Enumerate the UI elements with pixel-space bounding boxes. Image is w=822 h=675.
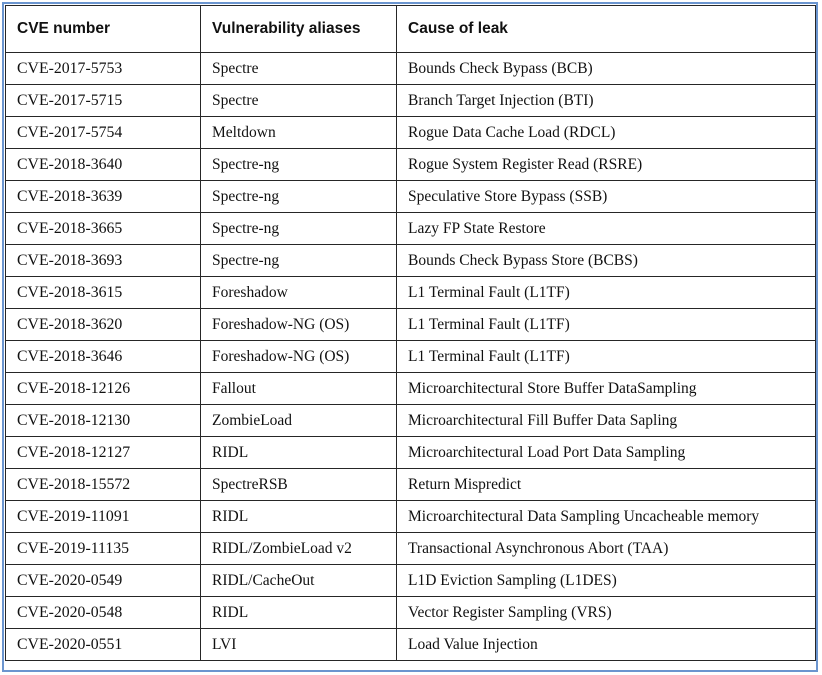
table-row [6, 629, 816, 661]
cause-cell: Bounds Check Bypass (BCB) [397, 53, 816, 85]
cve-number-cell: CVE-2017-5754 [6, 117, 201, 149]
cve-number-cell: CVE-2018-3639 [6, 181, 201, 213]
alias-cell: Spectre-ng [201, 213, 397, 245]
table-frame [2, 2, 818, 672]
header-cve-number: CVE number [6, 6, 201, 53]
table-row [6, 309, 816, 341]
table-row [6, 469, 816, 501]
table-row [6, 341, 816, 373]
cve-number-cell: CVE-2017-5715 [6, 85, 201, 117]
alias-cell: Foreshadow [201, 277, 397, 309]
table-row [6, 245, 816, 277]
cause-cell: Lazy FP State Restore [397, 213, 816, 245]
alias-cell: LVI [201, 629, 397, 661]
cause-cell: Microarchitectural Fill Buffer Data Sapling [397, 405, 816, 437]
table-row [6, 181, 816, 213]
header-row [6, 6, 816, 53]
table-body [6, 53, 816, 661]
alias-cell: Meltdown [201, 117, 397, 149]
cause-cell: Vector Register Sampling (VRS) [397, 597, 816, 629]
alias-cell: Foreshadow-NG (OS) [201, 309, 397, 341]
cause-cell: Microarchitectural Data Sampling Uncacheable memory [397, 501, 816, 533]
cve-number-cell: CVE-2018-3646 [6, 341, 201, 373]
table-row [6, 373, 816, 405]
cve-number-cell: CVE-2018-12130 [6, 405, 201, 437]
cause-cell: Rogue System Register Read (RSRE) [397, 149, 816, 181]
cve-number-cell: CVE-2020-0551 [6, 629, 201, 661]
cve-number-cell: CVE-2018-3640 [6, 149, 201, 181]
cve-number-cell: CVE-2018-3620 [6, 309, 201, 341]
cve-number-cell: CVE-2019-11091 [6, 501, 201, 533]
alias-cell: RIDL [201, 597, 397, 629]
cause-cell: L1 Terminal Fault (L1TF) [397, 309, 816, 341]
cve-number-cell: CVE-2018-3693 [6, 245, 201, 277]
alias-cell: RIDL/CacheOut [201, 565, 397, 597]
alias-cell: RIDL [201, 501, 397, 533]
cause-cell: L1 Terminal Fault (L1TF) [397, 341, 816, 373]
cve-table [5, 5, 816, 661]
cause-cell: Speculative Store Bypass (SSB) [397, 181, 816, 213]
cause-cell: Microarchitectural Store Buffer DataSampling [397, 373, 816, 405]
table-row [6, 85, 816, 117]
cve-number-cell: CVE-2018-12126 [6, 373, 201, 405]
cause-cell: Load Value Injection [397, 629, 816, 661]
table-row [6, 53, 816, 85]
header-cause-of-leak: Cause of leak [397, 6, 816, 53]
alias-cell: Fallout [201, 373, 397, 405]
cause-cell: Branch Target Injection (BTI) [397, 85, 816, 117]
cause-cell: L1D Eviction Sampling (L1DES) [397, 565, 816, 597]
alias-cell: Spectre-ng [201, 245, 397, 277]
alias-cell: Spectre-ng [201, 149, 397, 181]
alias-cell: RIDL [201, 437, 397, 469]
table-row [6, 501, 816, 533]
alias-cell: SpectreRSB [201, 469, 397, 501]
alias-cell: RIDL/ZombieLoad v2 [201, 533, 397, 565]
table-row [6, 565, 816, 597]
cause-cell: Return Mispredict [397, 469, 816, 501]
cause-cell: Microarchitectural Load Port Data Sampling [397, 437, 816, 469]
alias-cell: ZombieLoad [201, 405, 397, 437]
table-row [6, 437, 816, 469]
cve-number-cell: CVE-2019-11135 [6, 533, 201, 565]
cause-cell: Transactional Asynchronous Abort (TAA) [397, 533, 816, 565]
cve-number-cell: CVE-2018-15572 [6, 469, 201, 501]
table-row [6, 213, 816, 245]
table-row [6, 149, 816, 181]
alias-cell: Foreshadow-NG (OS) [201, 341, 397, 373]
table-row [6, 405, 816, 437]
alias-cell: Spectre-ng [201, 181, 397, 213]
alias-cell: Spectre [201, 85, 397, 117]
cve-number-cell: CVE-2018-12127 [6, 437, 201, 469]
cve-number-cell: CVE-2018-3665 [6, 213, 201, 245]
table-row [6, 533, 816, 565]
cve-number-cell: CVE-2017-5753 [6, 53, 201, 85]
cve-number-cell: CVE-2020-0549 [6, 565, 201, 597]
cause-cell: Rogue Data Cache Load (RDCL) [397, 117, 816, 149]
table-row [6, 597, 816, 629]
cve-number-cell: CVE-2020-0548 [6, 597, 201, 629]
cve-number-cell: CVE-2018-3615 [6, 277, 201, 309]
alias-cell: Spectre [201, 53, 397, 85]
header-vulnerability-aliases: Vulnerability aliases [201, 6, 397, 53]
cause-cell: Bounds Check Bypass Store (BCBS) [397, 245, 816, 277]
table-row [6, 277, 816, 309]
table-row [6, 117, 816, 149]
cause-cell: L1 Terminal Fault (L1TF) [397, 277, 816, 309]
